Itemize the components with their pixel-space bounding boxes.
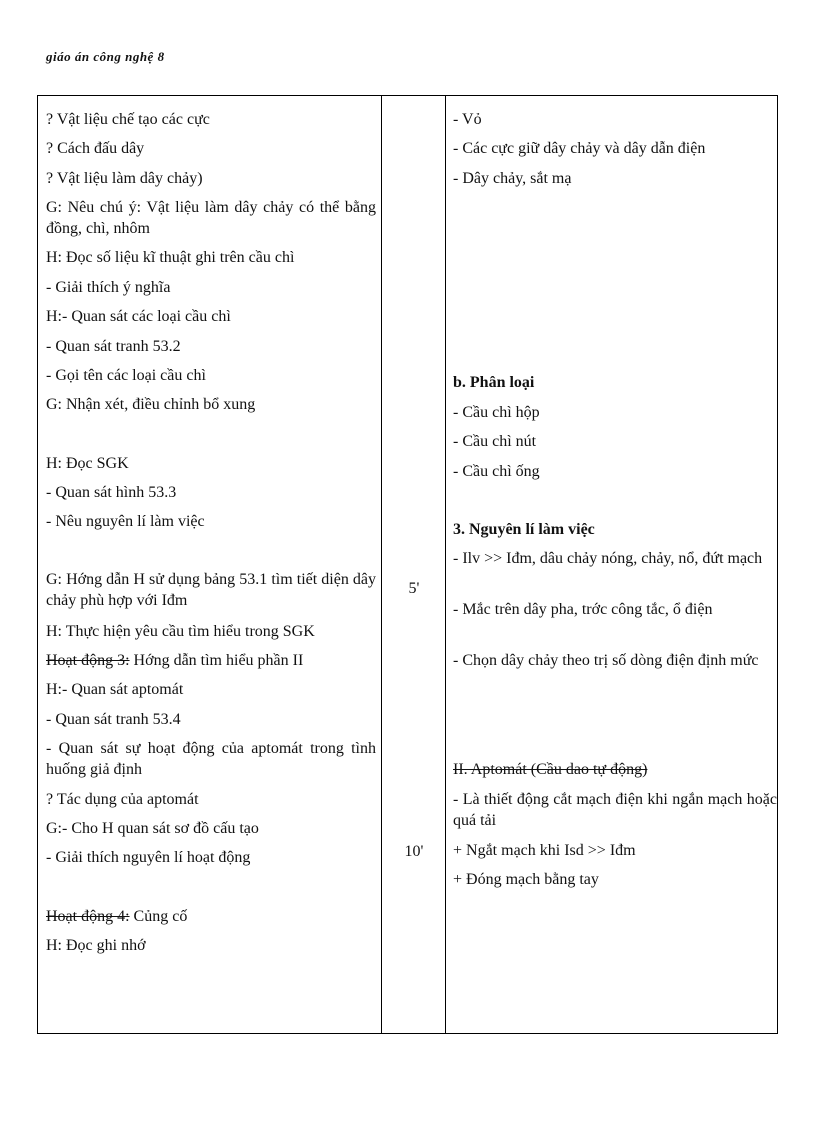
activity-line: G: Nhận xét, điều chỉnh bổ xung (46, 396, 256, 413)
content-line: + Đóng mạch bằng tay (453, 871, 599, 888)
content-line: - Vỏ (453, 111, 482, 128)
activity-line: - Giải thích nguyên lí hoạt động (46, 849, 251, 866)
activity-line: - Gọi tên các loại cầu chì (46, 367, 206, 384)
content-line: - Các cực giữ dây chảy và dây dẫn điện (453, 140, 706, 157)
activity-line: - Giải thích ý nghĩa (46, 279, 171, 296)
activity-line: H:- Quan sát aptomát (46, 681, 184, 698)
activity-line: G: Nêu chú ý: Vật liệu làm dây chảy có thể bằng đồng, chì, nhôm (46, 199, 376, 237)
time-label: 10' (404, 843, 424, 860)
activities-column (38, 96, 382, 1033)
activity-line: H: Đọc SGK (46, 455, 129, 472)
activity-line: ? Vật liệu làm dây chảy) (46, 170, 203, 187)
content-line: - Cầu chì ống (453, 463, 540, 480)
activity-3-heading (46, 650, 376, 671)
activity-4-text: Củng cố (129, 908, 188, 925)
content-line: - Ilv >> Iđm, dâu chảy nóng, chảy, nổ, đứt mạch (453, 550, 763, 567)
activity-line: H: Thực hiện yêu cầu tìm hiểu trong SGK (46, 623, 315, 640)
activity-line: H:- Quan sát các loại cầu chì (46, 308, 231, 325)
activity-line: - Quan sát tranh 53.2 (46, 338, 181, 355)
content-line: - Dây chảy, sắt mạ (453, 170, 572, 187)
activity-line: - Quan sát tranh 53.4 (46, 711, 181, 728)
activity-4-heading (46, 906, 376, 927)
section-heading: II. Aptomát (Cầu dao tự động) (453, 761, 648, 778)
activity-line: ? Vật liệu chế tạo các cực (46, 111, 210, 128)
activity-line: H: Đọc ghi nhớ (46, 937, 146, 954)
activity-line: G: Hớng dẫn H sử dụng bảng 53.1 tìm tiết diện dây chảy phù hợp với Iđm (46, 571, 376, 609)
content-line: - Cầu chì nút (453, 433, 537, 450)
content-line: - Mắc trên dây pha, trớc công tắc, ổ điện (453, 601, 713, 618)
page-header: giáo án công nghệ 8 (46, 49, 165, 64)
activity-line: G:- Cho H quan sát sơ đồ cấu tạo (46, 820, 259, 837)
activity-line: - Quan sát sự hoạt động của aptomát trong tình huống giả định (46, 740, 376, 778)
activity-line: - Nêu nguyên lí làm việc (46, 513, 205, 530)
time-label: 5' (408, 580, 420, 597)
section-heading: 3. Nguyên lí làm việc (453, 521, 595, 538)
activity-line: ? Tác dụng của aptomát (46, 791, 199, 808)
activity-line: - Quan sát hình 53.3 (46, 484, 177, 501)
activity-4-title: Hoạt động 4: (46, 908, 130, 925)
content-column (446, 96, 777, 1033)
activity-3-title: Hoạt động 3: (46, 652, 130, 669)
lesson-table (37, 95, 778, 1034)
section-heading: b. Phân loại (453, 374, 535, 391)
content-line: - Là thiết động cắt mạch điện khi ngắn mạch hoặc quá tải (453, 791, 777, 829)
activity-line: ? Cách đấu dây (46, 140, 145, 157)
activity-line: H: Đọc số liệu kĩ thuật ghi trên cầu chì (46, 249, 295, 266)
activity-3-text: Hớng dẫn tìm hiểu phần II (129, 652, 304, 669)
time-column (382, 96, 446, 1033)
content-line: + Ngắt mạch khi Isd >> Iđm (453, 842, 636, 859)
content-line: - Chọn dây chảy theo trị số dòng điện định mức (453, 652, 759, 669)
content-line: - Cầu chì hộp (453, 404, 540, 421)
